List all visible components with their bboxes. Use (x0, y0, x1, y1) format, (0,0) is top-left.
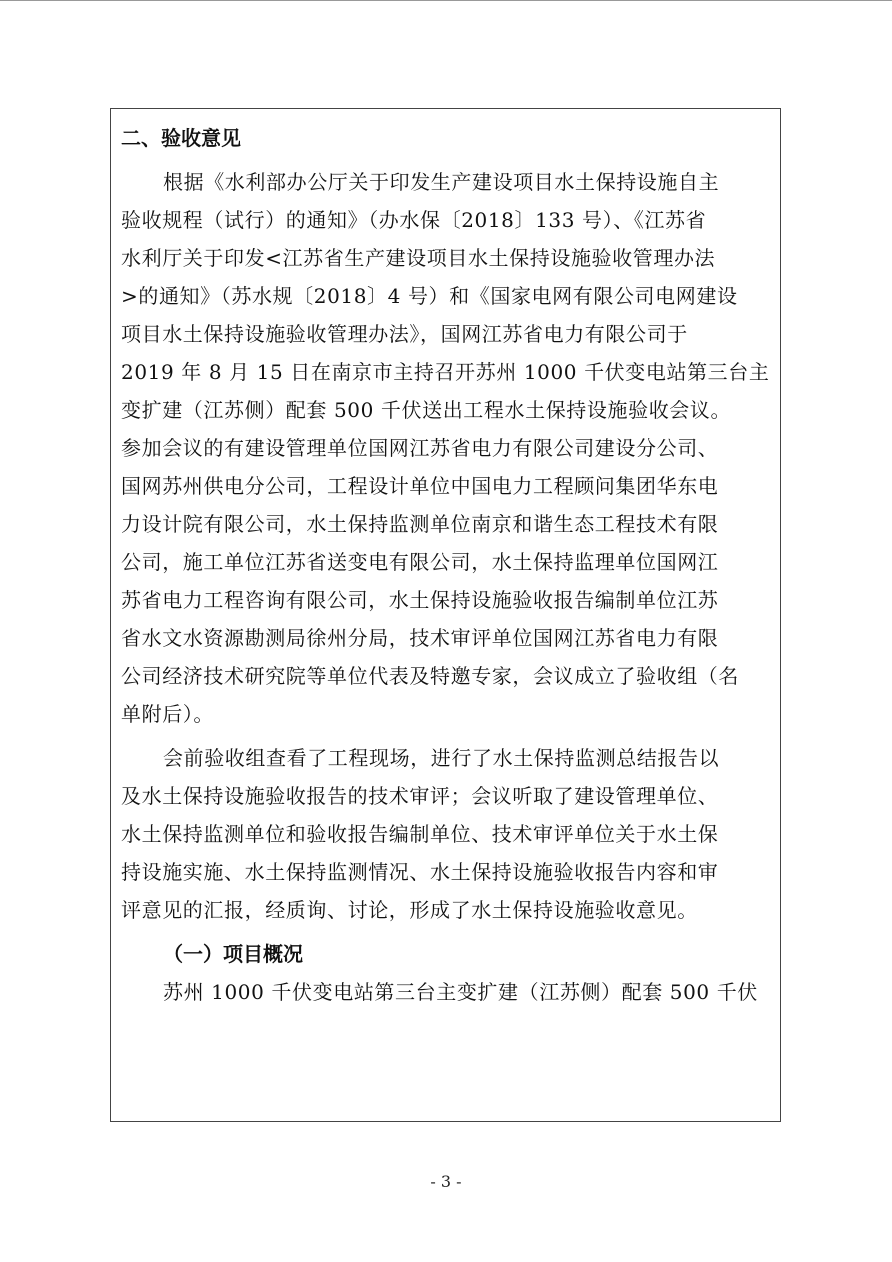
paragraph-line: 力设计院有限公司，水土保持监测单位南京和谐生态工程技术有限 (121, 512, 719, 536)
paragraph-line: 验收规程（试行）的通知》（办水保〔2018〕133 号）、《江苏省 (121, 208, 707, 232)
page-top-edge (0, 0, 892, 1)
page-number: - 3 - (430, 1172, 462, 1191)
paragraph-line: 公司，施工单位江苏省送变电有限公司，水土保持监理单位国网江 (121, 550, 719, 574)
paragraph-line: 参加会议的有建设管理单位国网江苏省电力有限公司建设分公司、 (121, 436, 719, 460)
paragraph-legal-basis (121, 163, 771, 733)
paragraph-line: 项目水土保持设施验收管理办法》，国网江苏省电力有限公司于 (121, 322, 688, 346)
paragraph-line: 根据《水利部办公厅关于印发生产建设项目水土保持设施自主 (163, 170, 720, 194)
paragraph-meeting-process (121, 739, 771, 929)
paragraph-line: >的通知》（苏水规〔2018〕4 号）和《国家电网有限公司电网建设 (121, 284, 738, 308)
paragraph-line: 评意见的汇报，经质询、讨论，形成了水土保持设施验收意见。 (121, 898, 698, 922)
paragraph-line: 2019 年 8 月 15 日在南京市主持召开苏州 1000 千伏变电站第三台主 (121, 360, 770, 384)
paragraph-line: 会前验收组查看了工程现场，进行了水土保持监测总结报告以 (163, 746, 720, 770)
document-body (121, 119, 771, 1011)
paragraph-line: 省水文水资源勘测局徐州分局，技术审评单位国网江苏省电力有限 (121, 626, 719, 650)
paragraph-line: 公司经济技术研究院等单位代表及特邀专家，会议成立了验收组（名 (121, 664, 739, 688)
paragraph-line: 及水土保持设施验收报告的技术审评；会议听取了建设管理单位、 (121, 784, 719, 808)
paragraph-line: 水土保持监测单位和验收报告编制单位、技术审评单位关于水土保 (121, 822, 719, 846)
paragraph-line: 变扩建（江苏侧）配套 500 千伏送出工程水土保持设施验收会议。 (121, 398, 732, 422)
paragraph-line: 水利厅关于印发<江苏省生产建设项目水土保持设施验收管理办法 (121, 246, 716, 270)
paragraph-line: 苏省电力工程咨询有限公司，水土保持设施验收报告编制单位江苏 (121, 588, 719, 612)
paragraph-project-overview (121, 973, 771, 1011)
paragraph-line: 国网苏州供电分公司，工程设计单位中国电力工程顾问集团华东电 (121, 474, 719, 498)
paragraph-line: 持设施实施、水土保持监测情况、水土保持设施验收报告内容和审 (121, 860, 719, 884)
subsection-heading: （一）项目概况 (163, 942, 303, 966)
document-frame (110, 108, 781, 1122)
section-heading: 二、验收意见 (121, 126, 241, 150)
paragraph-line: 单附后）。 (121, 702, 214, 726)
paragraph-line: 苏州 1000 千伏变电站第三台主变扩建（江苏侧）配套 500 千伏 (163, 980, 758, 1004)
